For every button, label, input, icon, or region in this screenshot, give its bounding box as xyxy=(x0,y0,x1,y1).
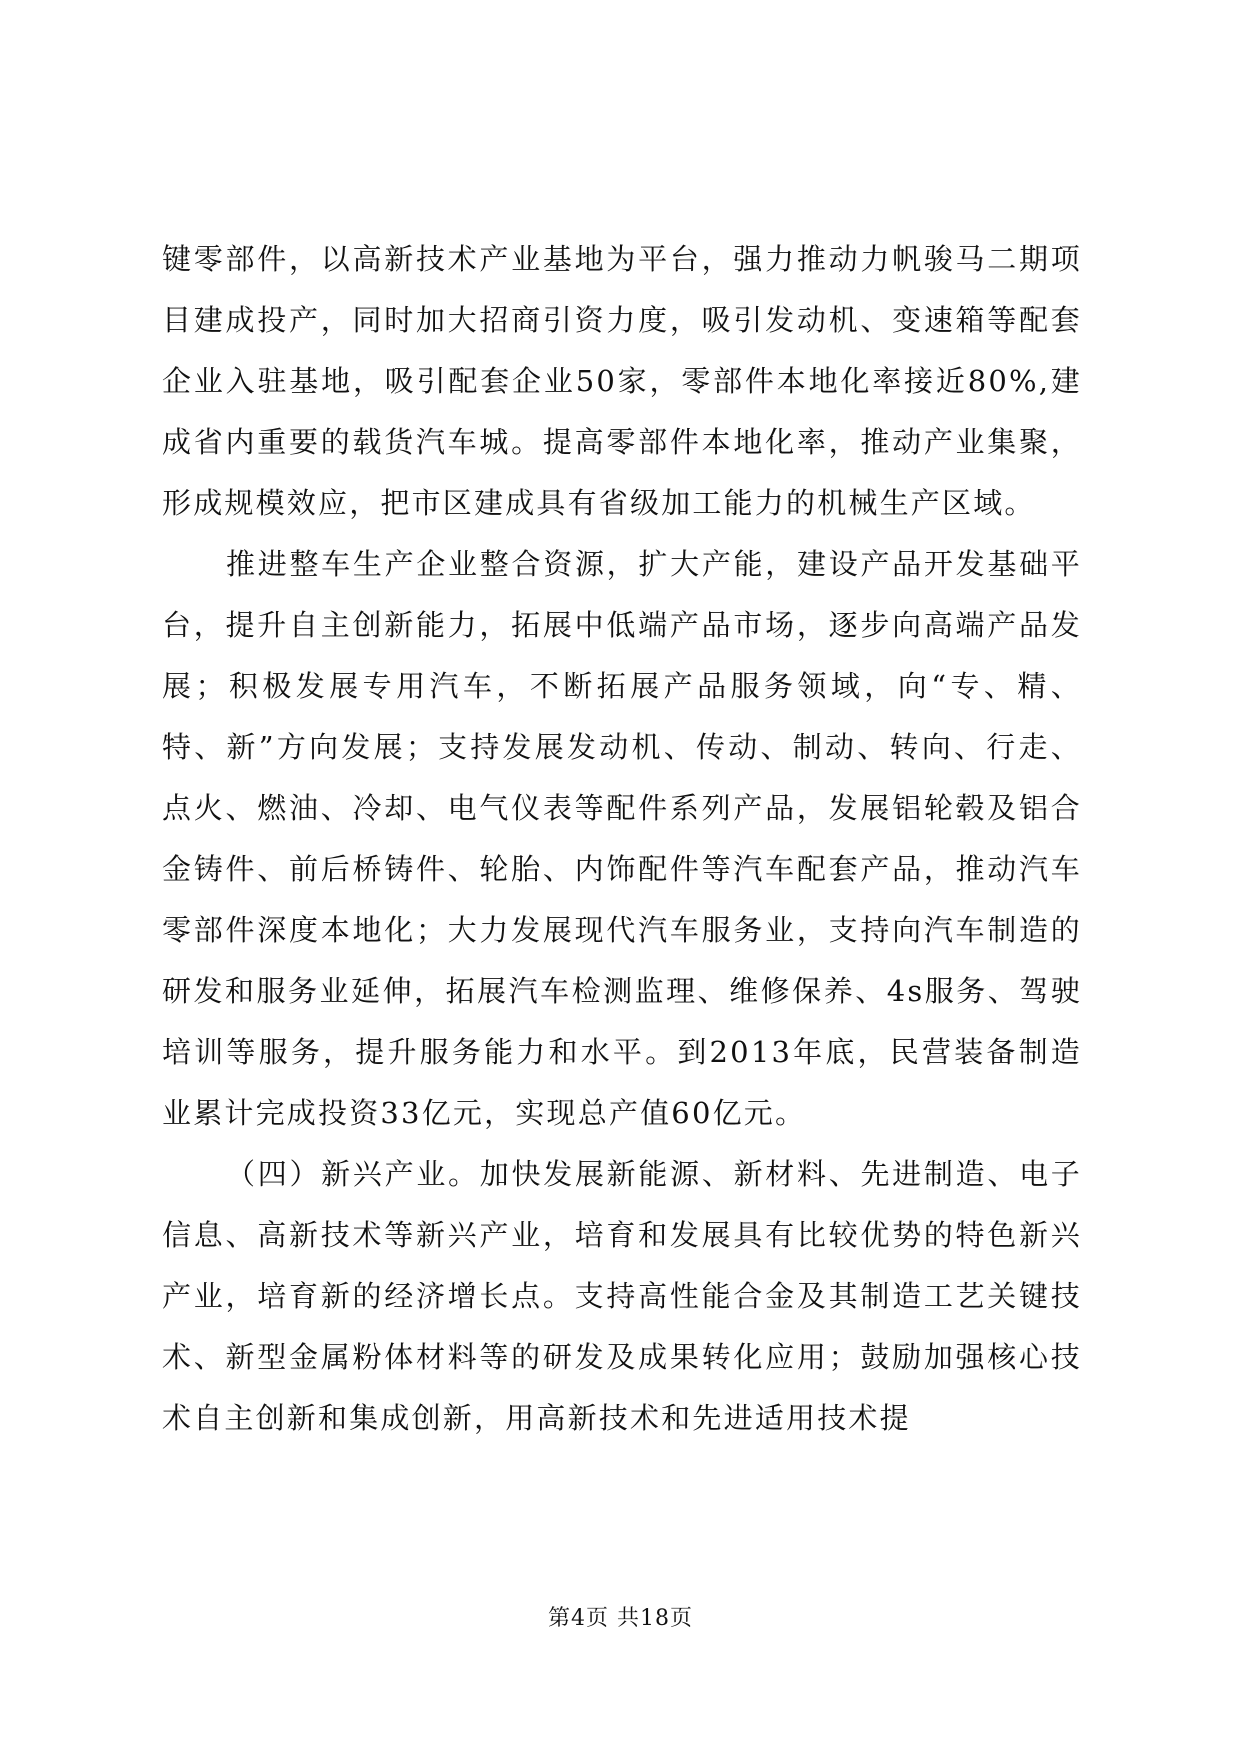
paragraph-emerging-industries: （四）新兴产业。加快发展新能源、新材料、先进制造、电子信息、高新技术等新兴产业，培育和发展具有比较优势的特色新兴产业，培育新的经济增长点。支持高性能合金及其制造工艺关键技术、新型金属粉体材料等的研发及成果转化应用；鼓励加强核心技术自主创新和集成创新，用高新技术和先进适用技术提 xyxy=(162,1157,1082,1435)
document-body xyxy=(162,229,1082,1449)
page-footer: 第4页 共18页 xyxy=(548,1606,693,1631)
paragraph-continuation: 键零部件，以高新技术产业基地为平台，强力推动力帆骏马二期项目建成投产，同时加大招商引资力度，吸引发动机、变速箱等配套企业入驻基地，吸引配套企业50家，零部件本地化率接近80%,建成省内重要的载货汽车城。提高零部件本地化率，推动产业集聚，形成规模效应，把市区建成具有省级加工能力的机械生产区域。 xyxy=(162,242,1082,520)
paragraph-vehicle-production: 推进整车生产企业整合资源，扩大产能，建设产品开发基础平台，提升自主创新能力，拓展中低端产品市场，逐步向高端产品发展；积极发展专用汽车，不断拓展产品服务领域，向“专、精、特、新”方向发展；支持发展发动机、传动、制动、转向、行走、点火、燃油、冷却、电气仪表等配件系列产品，发展铝轮毂及铝合金铸件、前后桥铸件、轮胎、内饰配件等汽车配套产品，推动汽车零部件深度本地化；大力发展现代汽车服务业，支持向汽车制造的研发和服务业延伸，拓展汽车检测监理、维修保养、4s服务、驾驶培训等服务，提升服务能力和水平。到2013年底，民营装备制造业累计完成投资33亿元，实现总产值60亿元。 xyxy=(162,547,1082,1130)
